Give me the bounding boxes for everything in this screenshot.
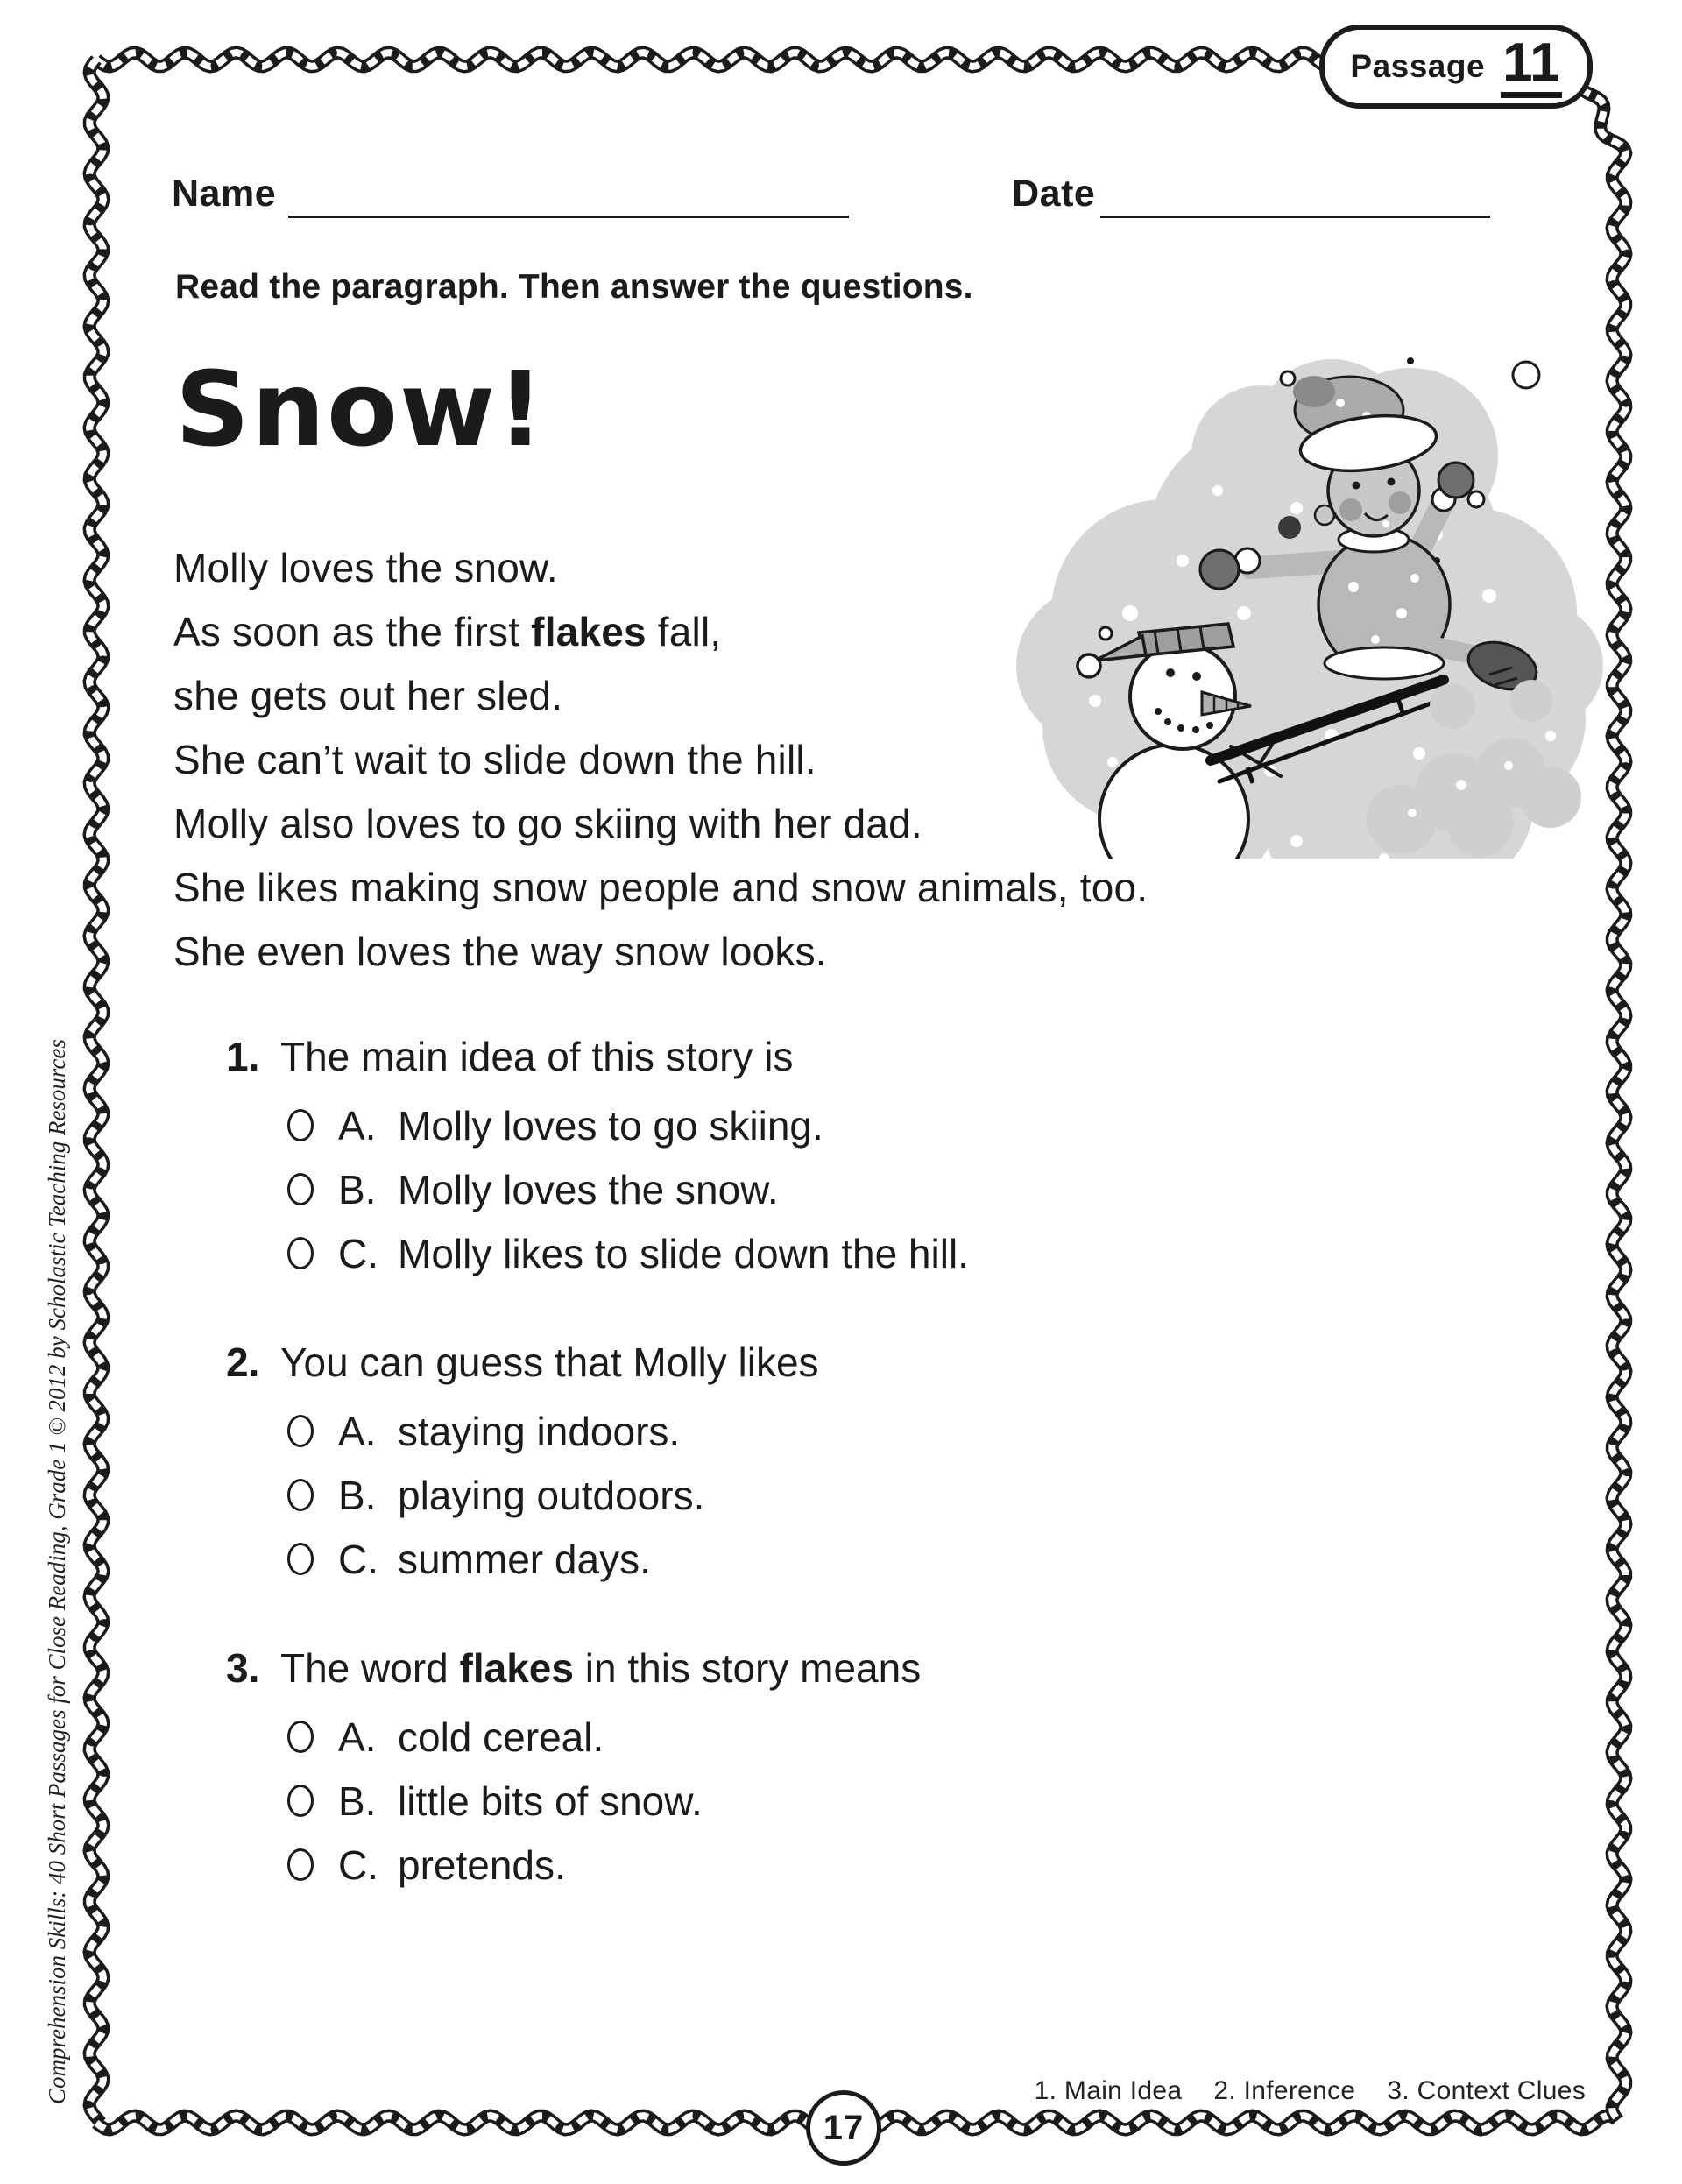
date-input-line[interactable] <box>1100 165 1490 218</box>
option-row <box>287 1399 1312 1463</box>
question-2 <box>226 1339 1312 1591</box>
option-row <box>287 1527 1312 1591</box>
question-2-options <box>287 1399 1312 1591</box>
answer-bubble[interactable] <box>287 1785 314 1817</box>
question-2-header <box>226 1339 1312 1385</box>
answer-bubble[interactable] <box>287 1237 314 1269</box>
passage-line-segment: Molly loves the snow. <box>173 545 558 590</box>
passage-line-segment: She can’t wait to slide down the hill. <box>173 737 816 782</box>
passage-line-segment: As soon as the first <box>173 609 532 654</box>
passage-line-segment: fall, <box>646 609 722 654</box>
option-text: summer days. <box>398 1536 651 1582</box>
skill-inference: 2. Inference <box>1213 2076 1356 2105</box>
option-row <box>287 1221 1312 1285</box>
option-row <box>287 1463 1312 1527</box>
option-row <box>287 1093 1312 1157</box>
passage-line <box>173 792 1330 856</box>
instruction-text: Read the paragraph. Then answer the questions. <box>175 268 973 306</box>
option-letter: C. <box>338 1536 378 1582</box>
question-1-options <box>287 1093 1312 1285</box>
skills-legend <box>1035 2076 1586 2106</box>
answer-bubble[interactable] <box>287 1543 314 1575</box>
option-row <box>287 1157 1312 1221</box>
question-number: 2. <box>226 1339 260 1385</box>
option-letter: A. <box>338 1408 377 1454</box>
copyright-credit: Comprehension Skills: 40 Short Passages for Close Reading, Grade 1 © 2012 by Scholastic Teaching Resources <box>44 1039 70 2104</box>
option-text: Molly loves to go skiing. <box>398 1102 823 1149</box>
question-1 <box>226 1034 1312 1285</box>
passage-text <box>173 536 1330 984</box>
option-letter: C. <box>338 1230 378 1276</box>
passage-line-segment: flakes <box>531 609 647 654</box>
option-row <box>287 1833 1312 1897</box>
question-prompt <box>280 1339 819 1385</box>
passage-badge-number: 11 <box>1501 36 1562 98</box>
option-text: staying indoors. <box>398 1408 681 1454</box>
question-prompt-segment: in this story means <box>573 1645 922 1691</box>
question-3 <box>226 1645 1312 1897</box>
skill-context-clues: 3. Context Clues <box>1387 2076 1586 2105</box>
answer-bubble[interactable] <box>287 1415 314 1447</box>
option-text: Molly likes to slide down the hill. <box>398 1230 969 1276</box>
passage-line-segment: she gets out her sled. <box>173 673 563 718</box>
option-row <box>287 1769 1312 1833</box>
passage-line <box>173 856 1330 920</box>
question-prompt-segment: The word <box>280 1645 460 1691</box>
passage-badge-label: Passage <box>1350 48 1486 84</box>
question-number: 3. <box>226 1645 260 1691</box>
option-letter: A. <box>338 1714 377 1760</box>
passage-title: Snow! <box>175 349 546 470</box>
passage-line <box>173 536 1330 600</box>
option-text: cold cereal. <box>398 1714 604 1760</box>
skill-main-idea: 1. Main Idea <box>1034 2076 1183 2105</box>
passage-line <box>173 600 1330 664</box>
question-number: 1. <box>226 1034 260 1079</box>
name-label: Name <box>172 173 277 215</box>
option-letter: B. <box>338 1166 377 1212</box>
answer-bubble[interactable] <box>287 1479 314 1511</box>
passage-line <box>173 920 1330 984</box>
option-row <box>287 1705 1312 1769</box>
option-letter: B. <box>338 1778 377 1824</box>
answer-bubble[interactable] <box>287 1173 314 1205</box>
passage-line <box>173 728 1330 792</box>
date-label: Date <box>1012 173 1096 215</box>
question-3-header <box>226 1645 1312 1691</box>
question-prompt-segment: flakes <box>459 1645 574 1691</box>
page-number: 17 <box>823 2108 865 2147</box>
question-prompt <box>280 1645 921 1691</box>
answer-bubble[interactable] <box>287 1721 314 1753</box>
option-letter: C. <box>338 1841 378 1888</box>
option-text: pretends. <box>398 1841 566 1888</box>
passage-badge <box>1319 25 1593 109</box>
question-3-options <box>287 1705 1312 1897</box>
name-input-line[interactable] <box>288 165 849 218</box>
name-date-row <box>172 165 1495 218</box>
question-prompt-segment: You can guess that Molly likes <box>280 1339 819 1385</box>
answer-bubble[interactable] <box>287 1109 314 1141</box>
option-text: playing outdoors. <box>398 1472 705 1518</box>
answer-bubble[interactable] <box>287 1848 314 1881</box>
option-text: little bits of snow. <box>398 1778 703 1824</box>
question-1-header <box>226 1034 1312 1079</box>
passage-line <box>173 664 1330 728</box>
passage-line-segment: She even loves the way snow looks. <box>173 929 827 974</box>
option-letter: A. <box>338 1102 377 1149</box>
page-number-badge <box>806 2090 881 2166</box>
questions-section <box>226 1034 1312 1951</box>
passage-line-segment: She likes making snow people and snow animals, too. <box>173 865 1148 910</box>
question-prompt-segment: The main idea of this story is <box>280 1034 794 1079</box>
option-text: Molly loves the snow. <box>398 1166 779 1212</box>
passage-line-segment: Molly also loves to go skiing with her dad. <box>173 801 922 846</box>
question-prompt <box>280 1034 793 1079</box>
option-letter: B. <box>338 1472 377 1518</box>
